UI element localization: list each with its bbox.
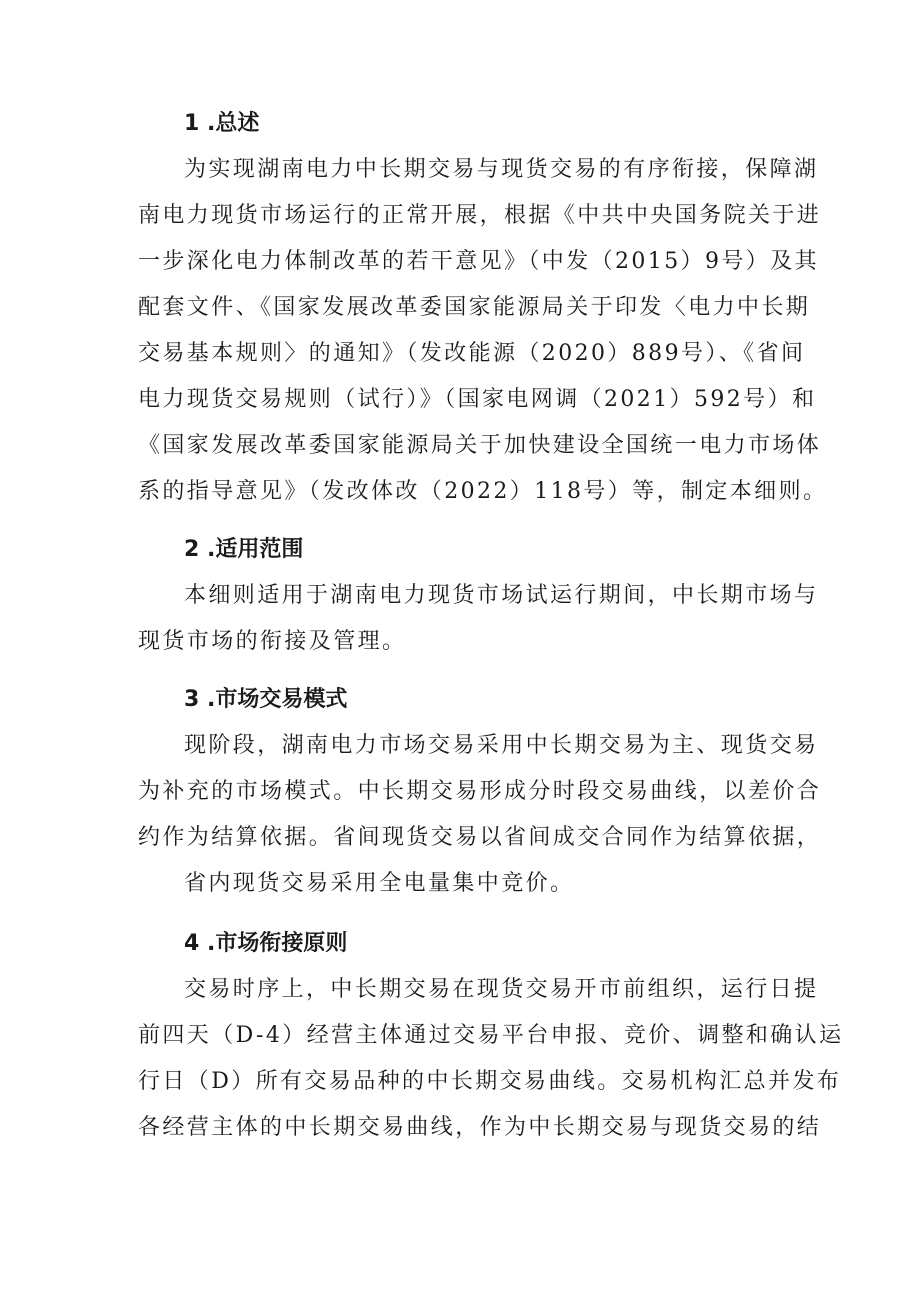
section-paragraph bbox=[138, 147, 828, 515]
text-line: 为补充的市场模式。中长期交易形成分时段交易曲线，以差价合 bbox=[138, 779, 822, 804]
text-line: 交易时序上，中长期交易在现货交易开市前组织，运行日提 bbox=[184, 977, 819, 1002]
text-line: 各经营主体的中长期交易曲线，作为中长期交易与现货交易的结 bbox=[138, 1115, 822, 1140]
text-line: 为实现湖南电力中长期交易与现货交易的有序衔接，保障湖 bbox=[184, 157, 819, 182]
section-paragraph bbox=[138, 723, 822, 907]
text-line: 南电力现货市场运行的正常开展，根据《中共中央国务院关于进 bbox=[138, 203, 822, 228]
section-trading-mode bbox=[138, 677, 822, 907]
section-paragraph bbox=[138, 967, 844, 1151]
text-line: 电力现货交易规则（试行）》（国家电网调（2021）592号）和 bbox=[138, 387, 817, 412]
document-body bbox=[138, 101, 844, 1163]
section-overview bbox=[138, 101, 828, 515]
section-heading: 3 .市场交易模式 bbox=[184, 687, 348, 712]
section-linkage-principles bbox=[138, 921, 844, 1151]
text-line: 行日（D）所有交易品种的中长期交易曲线。交易机构汇总并发布 bbox=[138, 1069, 842, 1094]
section-heading: 4 .市场衔接原则 bbox=[184, 931, 348, 956]
text-line: 现阶段，湖南电力市场交易采用中长期交易为主、现货交易 bbox=[184, 733, 819, 758]
text-line: 系的指导意见》（发改体改（2022）118号）等，制定本细则。 bbox=[138, 479, 828, 504]
text-line: 约作为结算依据。省间现货交易以省间成交合同作为结算依据， bbox=[138, 825, 822, 850]
text-line: 交易基本规则〉的通知》（发改能源（2020）889号）、《省间 bbox=[138, 341, 806, 366]
section-heading: 1 .总述 bbox=[184, 111, 260, 136]
text-line: 《国家发展改革委国家能源局关于加快建设全国统一电力市场体 bbox=[138, 433, 822, 458]
section-paragraph bbox=[138, 573, 819, 665]
text-line: 现货市场的衔接及管理。 bbox=[138, 629, 407, 654]
text-line: 一步深化电力体制改革的若干意见》（中发（2015）9号）及其 bbox=[138, 249, 819, 274]
text-line: 配套文件、《国家发展改革委国家能源局关于印发〈电力中长期 bbox=[138, 295, 811, 320]
text-line: 省内现货交易采用全电量集中竞价。 bbox=[184, 871, 575, 896]
text-line: 本细则适用于湖南电力现货市场试运行期间，中长期市场与 bbox=[184, 583, 819, 608]
text-line: 前四天（D-4）经营主体通过交易平台申报、竞价、调整和确认运 bbox=[138, 1023, 844, 1048]
section-heading: 2 .适用范围 bbox=[184, 537, 304, 562]
section-scope bbox=[138, 527, 819, 665]
